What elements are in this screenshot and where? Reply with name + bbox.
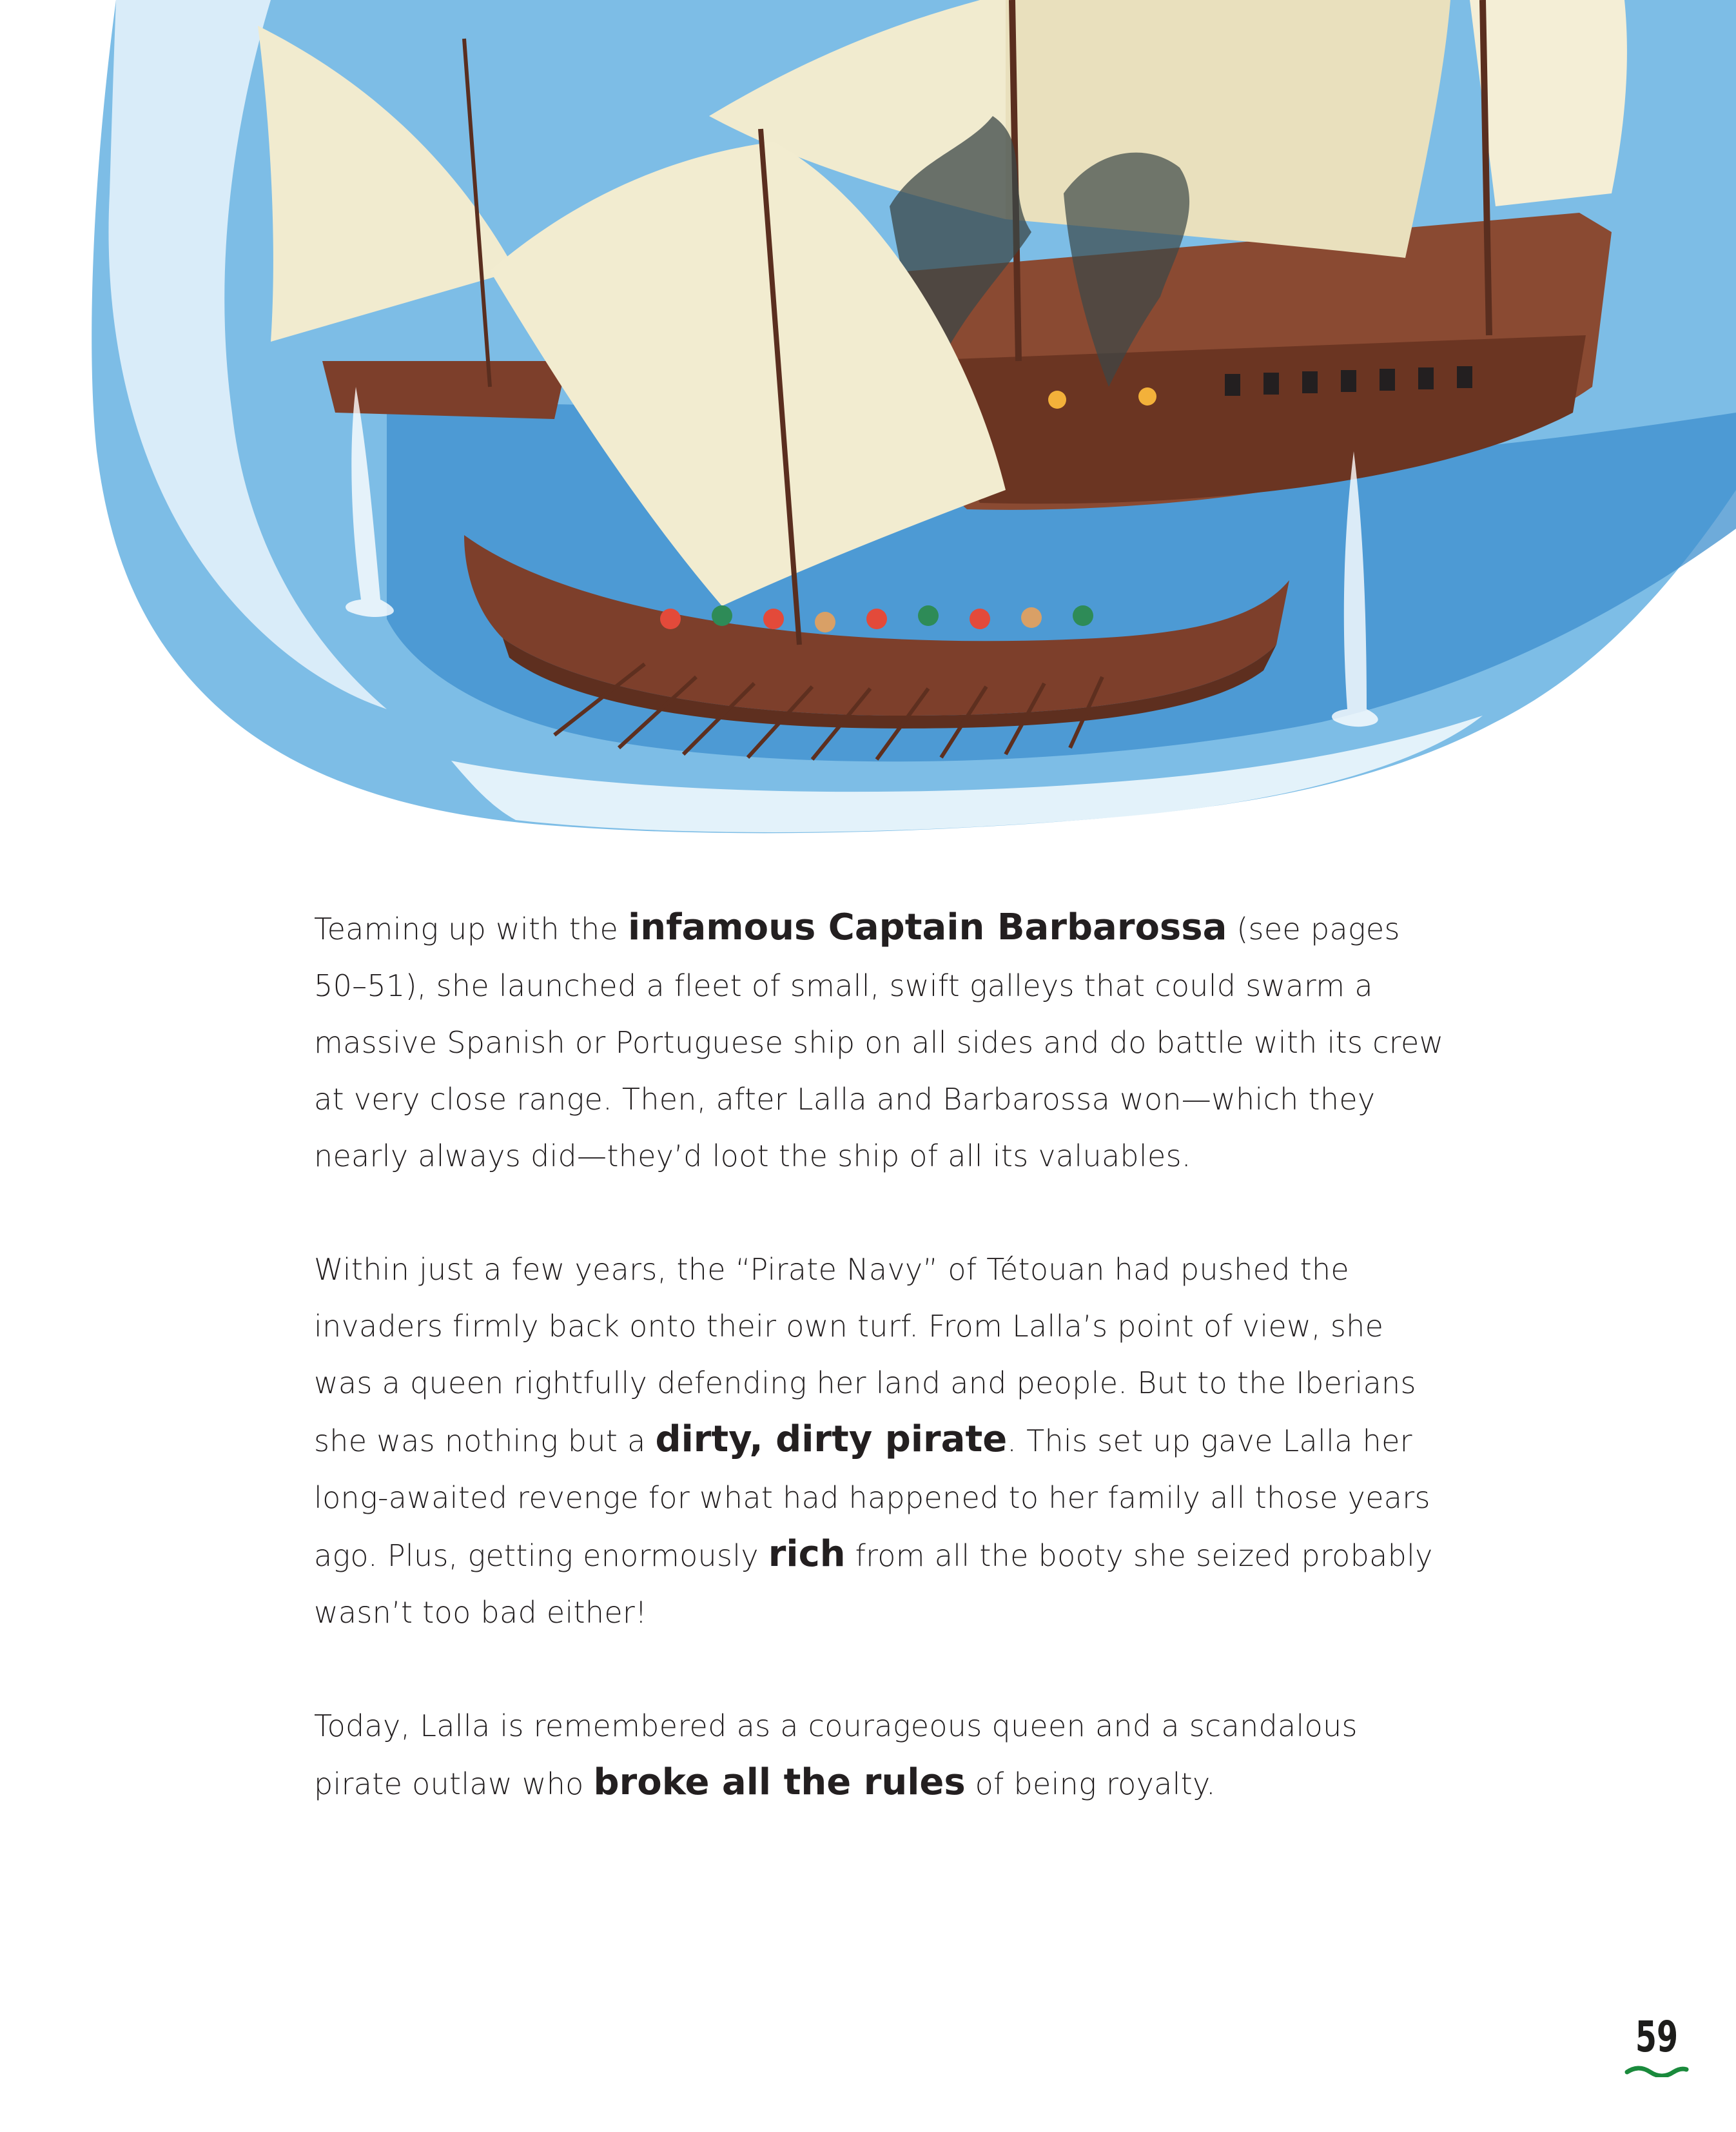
- ship-battle-art: [0, 0, 1736, 857]
- body-text: [314, 899, 1448, 1812]
- page-folio: [1612, 2011, 1702, 2077]
- ship-battle-illustration: [0, 0, 1736, 857]
- page-number: 59: [1635, 2012, 1679, 2062]
- p2-text-1: Within just a few years, the “Pirate Navy” of Tétouan had pushed the invaders firmly back onto their own turf. From Lalla’s point of view, she was a queen rightfully defending her land and people. But to the Iberians she was nothing but a: [314, 1252, 1416, 1458]
- p2-text-2: . This set up gave Lalla her long-awaited revenge for what had happened to her family all those years ago. Plus, getting enormously: [314, 1423, 1430, 1573]
- p2-bold-rich: rich: [768, 1533, 846, 1575]
- p3-text-1: Today, Lalla is remembered as a courageous queen and a scandalous pirate outlaw who: [314, 1708, 1358, 1801]
- paragraph-barbarossa: [314, 899, 1448, 1184]
- paragraph-pirate-navy: [314, 1241, 1448, 1641]
- p1-bold-barbarossa: infamous Captain Barbarossa: [628, 906, 1227, 948]
- paragraph-legacy: [314, 1697, 1448, 1812]
- p1-text-2: (see pages 50–51), she launched a fleet of small, swift galleys that could swarm a massive Spanish or Portuguese ship on all sides and do battle with its crew at very close range. Then, after Lalla and Barbarossa won—which they nearly always did—they’d loot the ship of all its valuables.: [314, 912, 1444, 1173]
- p2-text-3: from all the booty she seized probably wasn’t too bad either!: [314, 1538, 1433, 1630]
- p3-text-2: of being royalty.: [965, 1766, 1216, 1801]
- p1-text-1: Teaming up with the: [314, 912, 629, 946]
- p2-bold-dirty-pirate: dirty, dirty pirate: [655, 1418, 1008, 1460]
- p3-bold-broke-rules: broke all the rules: [593, 1761, 966, 1803]
- wave-underline-icon: [1624, 2066, 1689, 2077]
